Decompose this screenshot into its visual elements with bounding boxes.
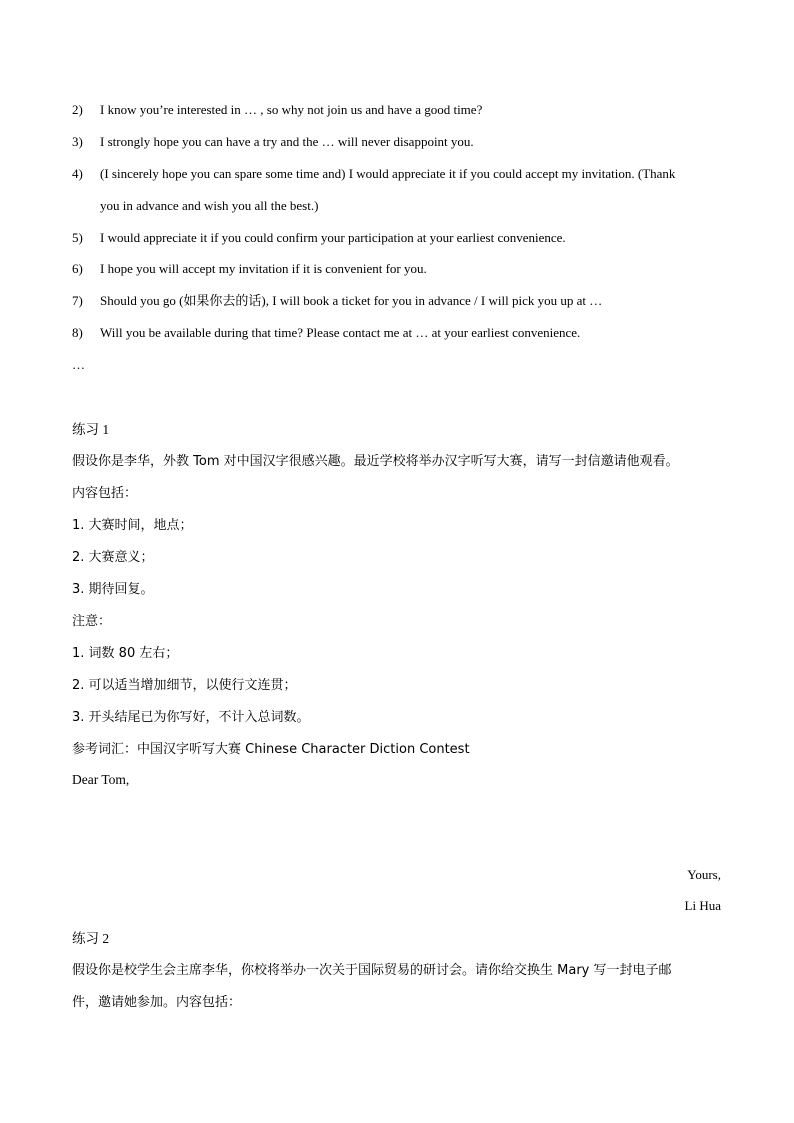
phrase-text: I know you’re interested in … , so why not join us and have a good time? bbox=[100, 102, 483, 117]
note-item-1: 1. 词数 80 左右； bbox=[72, 646, 179, 661]
vocab-reference: 参考词汇：中国汉字听写大赛 Chinese Character Diction Contest bbox=[72, 742, 470, 757]
exercise-1-prompt: 假设你是李华，外教 Tom 对中国汉字很感兴趣。最近学校将举办汉字听写大赛，请写一封信邀请他观看。 bbox=[72, 454, 679, 469]
phrase-number: 8) bbox=[72, 325, 83, 340]
letter-closing: Yours, bbox=[687, 867, 721, 882]
phrase-number: 2) bbox=[72, 102, 83, 117]
ellipsis: … bbox=[72, 357, 85, 372]
note-item-2: 2. 可以适当增加细节，以使行文连贯； bbox=[72, 678, 297, 693]
phrase-text: Should you go (如果你去的话), I will book a ticket for you in advance / I will pick you up at … bbox=[100, 293, 603, 308]
phrase-text: Will you be available during that time? Please contact me at … at your earliest convenience. bbox=[100, 325, 581, 340]
phrase-text: I strongly hope you can have a try and the … will never disappoint you. bbox=[100, 134, 474, 149]
letter-greeting: Dear Tom, bbox=[72, 772, 130, 787]
exercise-2-prompt-line-2: 件，邀请她参加。内容包括： bbox=[72, 995, 242, 1010]
content-label: 内容包括： bbox=[72, 486, 138, 501]
phrase-text-continued: you in advance and wish you all the best.) bbox=[100, 198, 319, 213]
phrase-text: (I sincerely hope you can spare some time and) I would appreciate it if you could accept my invitation. (Thank bbox=[100, 166, 676, 181]
exercise-1-title: 练习 1 bbox=[72, 422, 110, 437]
note-item-3: 3. 开头结尾已为你写好，不计入总词数。 bbox=[72, 710, 310, 725]
phrase-number: 6) bbox=[72, 261, 83, 276]
content-item-2: 2. 大赛意义； bbox=[72, 550, 154, 565]
content-item-3: 3. 期待回复。 bbox=[72, 582, 154, 597]
exercise-2-prompt-line-1: 假设你是校学生会主席李华，你校将举办一次关于国际贸易的研讨会。请你给交换生 Mary 写一封电子邮 bbox=[72, 963, 672, 978]
phrase-number: 5) bbox=[72, 230, 83, 245]
exercise-2-title: 练习 2 bbox=[72, 931, 110, 946]
content-item-1: 1. 大赛时间，地点； bbox=[72, 518, 193, 533]
phrase-number: 3) bbox=[72, 134, 83, 149]
phrase-text: I would appreciate it if you could confirm your participation at your earliest convenience. bbox=[100, 230, 566, 245]
note-label: 注意： bbox=[72, 614, 112, 629]
phrase-number: 7) bbox=[72, 293, 83, 308]
letter-signature: Li Hua bbox=[684, 898, 721, 913]
phrase-text: I hope you will accept my invitation if it is convenient for you. bbox=[100, 261, 427, 276]
phrase-number: 4) bbox=[72, 166, 83, 181]
